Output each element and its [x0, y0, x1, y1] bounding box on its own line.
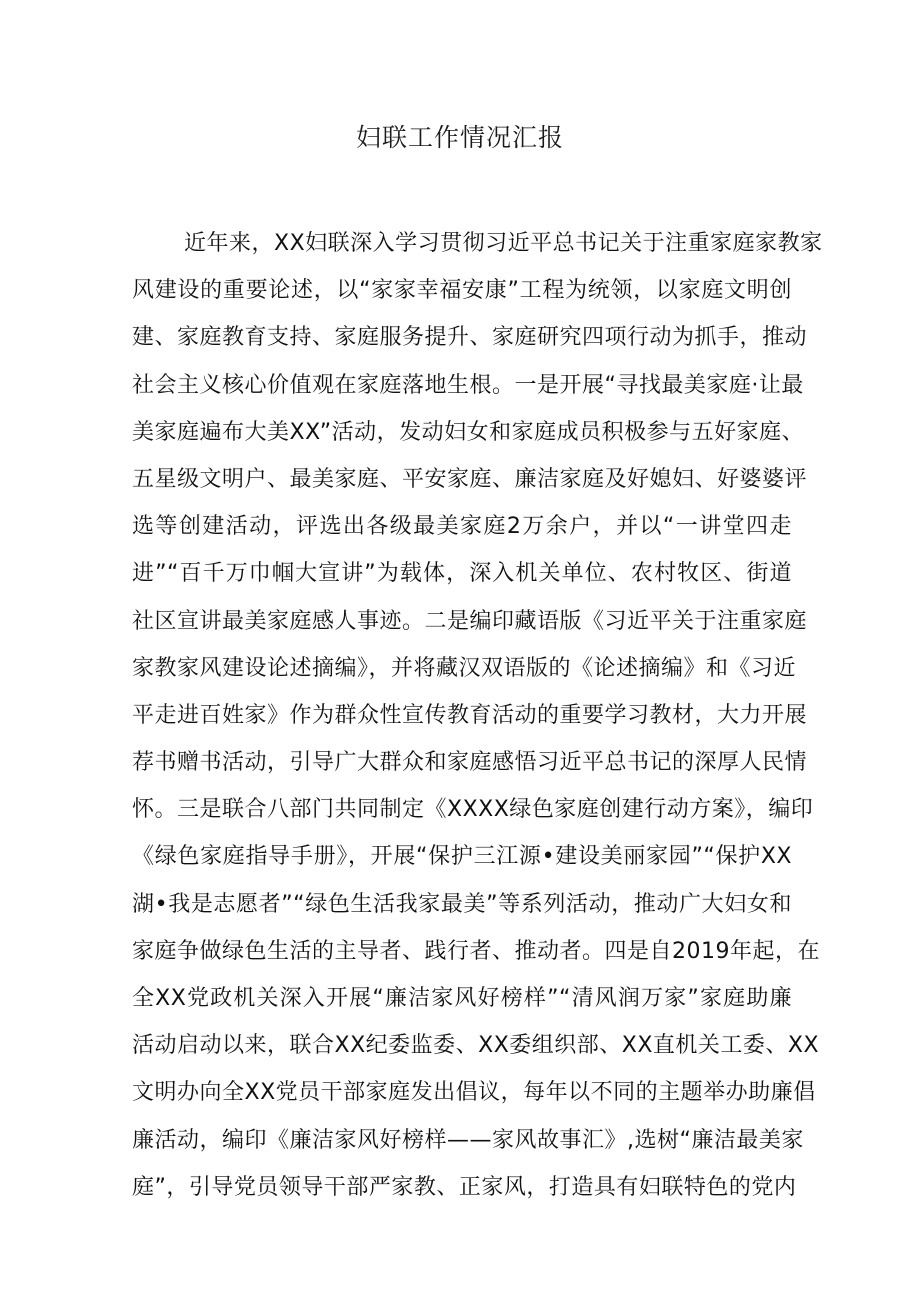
text-line: 近年来，XX妇联深入学习贯彻习近平总书记关于注重家庭家教家: [184, 231, 823, 256]
text-line: 选等创建活动，评选出各级最美家庭2万余户，并以“一讲堂四走: [132, 514, 792, 540]
text-line: 全XX党政机关深入开展“廉洁家风好榜样”“清风润万家”家庭助廉: [132, 986, 792, 1011]
text-line: 进”“百千万巾帼大宣讲”为载体，深入机关单位、农村牧区、街道: [132, 561, 792, 587]
document-body: [132, 220, 823, 1211]
text-line: 荐书赠书活动，引导广大群众和家庭感悟习近平总书记的深厚人民情: [132, 750, 808, 776]
text-line: 五星级文明户、最美家庭、平安家庭、廉洁家庭及好媳妇、好婆婆评: [132, 466, 808, 492]
text-line: 廉活动，编印《廉洁家风好榜样——家风故事汇》,选树“廉洁最美家: [132, 1127, 804, 1153]
text-line: 建、家庭教育支持、家庭服务提升、家庭研究四项行动为抓手，推动: [132, 325, 808, 351]
text-line: 社会主义核心价值观在家庭落地生根。一是开展“寻找最美家庭·让最: [132, 372, 804, 398]
document-title: 妇联工作情况汇报: [355, 123, 564, 152]
text-line: 文明办向全XX党员干部家庭发出倡议，每年以不同的主题举办助廉倡: [132, 1080, 816, 1106]
text-line: 平走进百姓家》作为群众性宣传教育活动的重要学习教材，大力开展: [132, 702, 808, 728]
text-line: 《绿色家庭指导手册》，开展“保护三江源•建设美丽家园”“保护XX: [132, 844, 792, 870]
text-line: 风建设的重要论述，以“家家幸福安康”工程为统领，以家庭文明创: [132, 278, 792, 304]
text-line: 湖•我是志愿者”“绿色生活我家最美”等系列活动，推动广大妇女和: [132, 891, 792, 917]
text-line: 社区宣讲最美家庭感人事迹。二是编印藏语版《习近平关于注重家庭: [132, 608, 808, 634]
text-line: 美家庭遍布大美XX”活动，发动妇女和家庭成员积极参与五好家庭、: [132, 419, 805, 445]
text-line: 家教家风建设论述摘编》，并将藏汉双语版的《论述摘编》和《习近: [132, 655, 797, 681]
text-line: 家庭争做绿色生活的主导者、践行者、推动者。四是自2019年起，在: [132, 938, 820, 964]
text-line: 庭”，引导党员领导干部严家教、正家风，打造具有妇联特色的党内: [132, 1174, 797, 1200]
text-line: 活动启动以来，联合XX纪委监委、XX委组织部、XX直机关工委、XX: [132, 1033, 820, 1059]
text-line: 怀。三是联合八部门共同制定《XXXX绿色家庭创建行动方案》，编印: [132, 797, 814, 823]
